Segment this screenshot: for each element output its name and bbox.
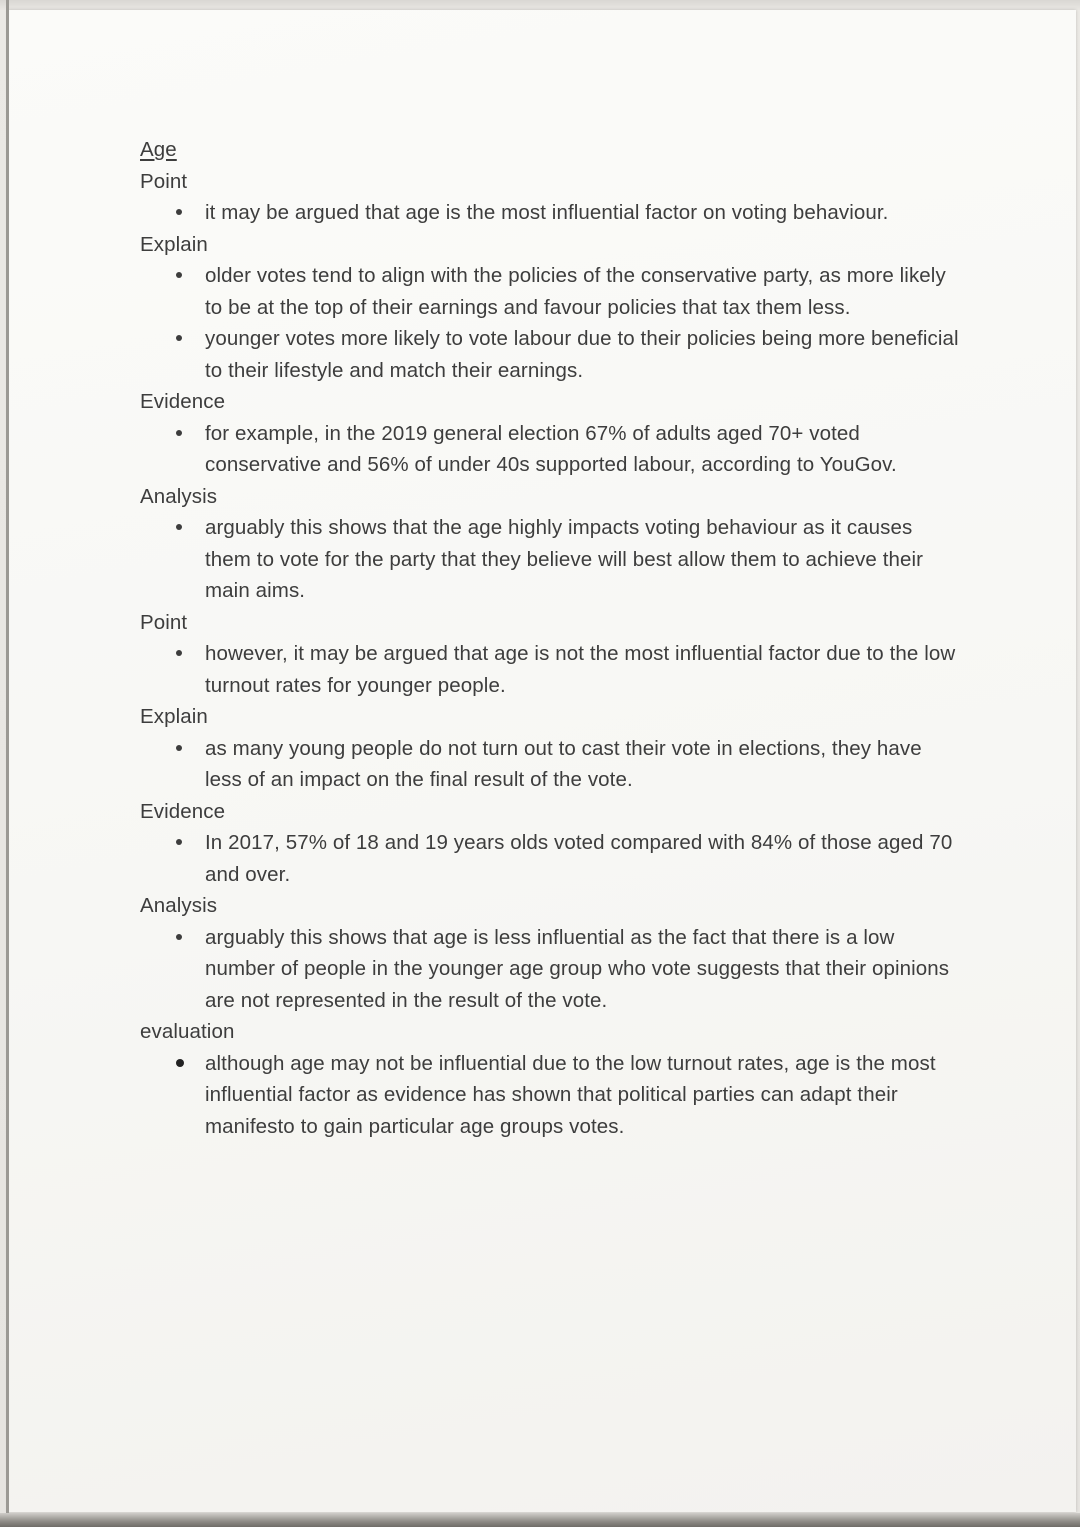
bullet-icon [176,430,182,436]
bullet-icon [176,745,182,751]
bullet-text: it may be argued that age is the most influential factor on voting behaviour. [205,201,889,224]
page-top-shadow [0,0,1080,10]
bullet-item [140,922,960,1017]
bullet-icon [176,650,182,656]
bullet-list [140,197,960,229]
section-evidence-1 [140,386,960,481]
section-analysis-2 [140,890,960,1016]
section-heading: Evidence [140,390,226,413]
bullet-list [140,1048,960,1143]
bullet-text: arguably this shows that age is less influential as the fact that there is a low number of people in the younger age group who vote suggests that their opinions are not represented in the result of the vote. [205,925,950,1012]
bullet-item [140,827,960,890]
bullet-list [140,827,960,890]
bullet-text: although age may not be influential due to the low turnout rates, age is the most influential factor as evidence has shown that political parties can adapt their manifesto to gain particular age groups votes. [205,1051,936,1138]
section-heading: Explain [140,705,208,728]
section-heading: Point [140,169,188,193]
bullet-text: arguably this shows that the age highly impacts voting behaviour as it causes them to vote for the party that they believe will best allow them to achieve their main aims. [205,516,924,602]
bullet-item [140,197,960,229]
bullet-list [140,418,960,481]
bullet-text: older votes tend to align with the policies of the conservative party, as more likely to be at the top of their earnings and favour policies that tax them less. [205,264,946,319]
bullet-item [140,260,960,323]
bullet-text: younger votes more likely to vote labour due to their policies being more beneficial to their lifestyle and match their earnings. [205,327,959,382]
bullet-item [140,1048,960,1143]
section-point-1 [140,166,960,229]
section-point-2 [140,607,960,702]
section-heading: Evidence [140,799,226,823]
document-title: Age [140,138,177,161]
section-heading: evaluation [140,1020,235,1043]
bullet-text: as many young people do not turn out to cast their vote in elections, they have less of an impact on the final result of the vote. [205,736,922,791]
bullet-icon [176,1059,184,1067]
document-body [140,134,960,1142]
bullet-text: In 2017, 57% of 18 and 19 years olds voted compared with 84% of those aged 70 and over. [205,831,953,886]
bullet-list [140,733,960,796]
section-heading: Analysis [140,894,218,917]
bullet-text: for example, in the 2019 general election 67% of adults aged 70+ voted conservative and 56% of under 40s supported labour, according to YouGov. [205,421,897,476]
section-heading: Analysis [140,484,218,508]
section-heading: Point [140,610,188,634]
bullet-item [140,512,960,607]
bullet-icon [176,839,182,845]
bullet-item [140,323,960,386]
bullet-icon [176,272,182,278]
section-explain-2 [140,701,960,796]
bullet-item [140,418,960,481]
bullet-list [140,638,960,701]
section-analysis-1 [140,481,960,607]
bullet-icon [176,934,182,940]
bullet-text: however, it may be argued that age is not the most influential factor due to the low turnout rates for younger people. [205,642,956,697]
bullet-item [140,733,960,796]
bullet-icon [176,209,182,215]
bullet-item [140,638,960,701]
page-bottom-edge [0,1513,1080,1527]
bullet-icon [176,524,182,530]
bullet-list [140,260,960,386]
section-evidence-2 [140,796,960,891]
section-explain-1 [140,229,960,387]
section-evaluation [140,1016,960,1142]
bullet-list [140,512,960,607]
page-left-edge [6,0,9,1527]
section-heading: Explain [140,232,208,256]
bullet-icon [176,335,182,341]
bullet-list [140,922,960,1017]
